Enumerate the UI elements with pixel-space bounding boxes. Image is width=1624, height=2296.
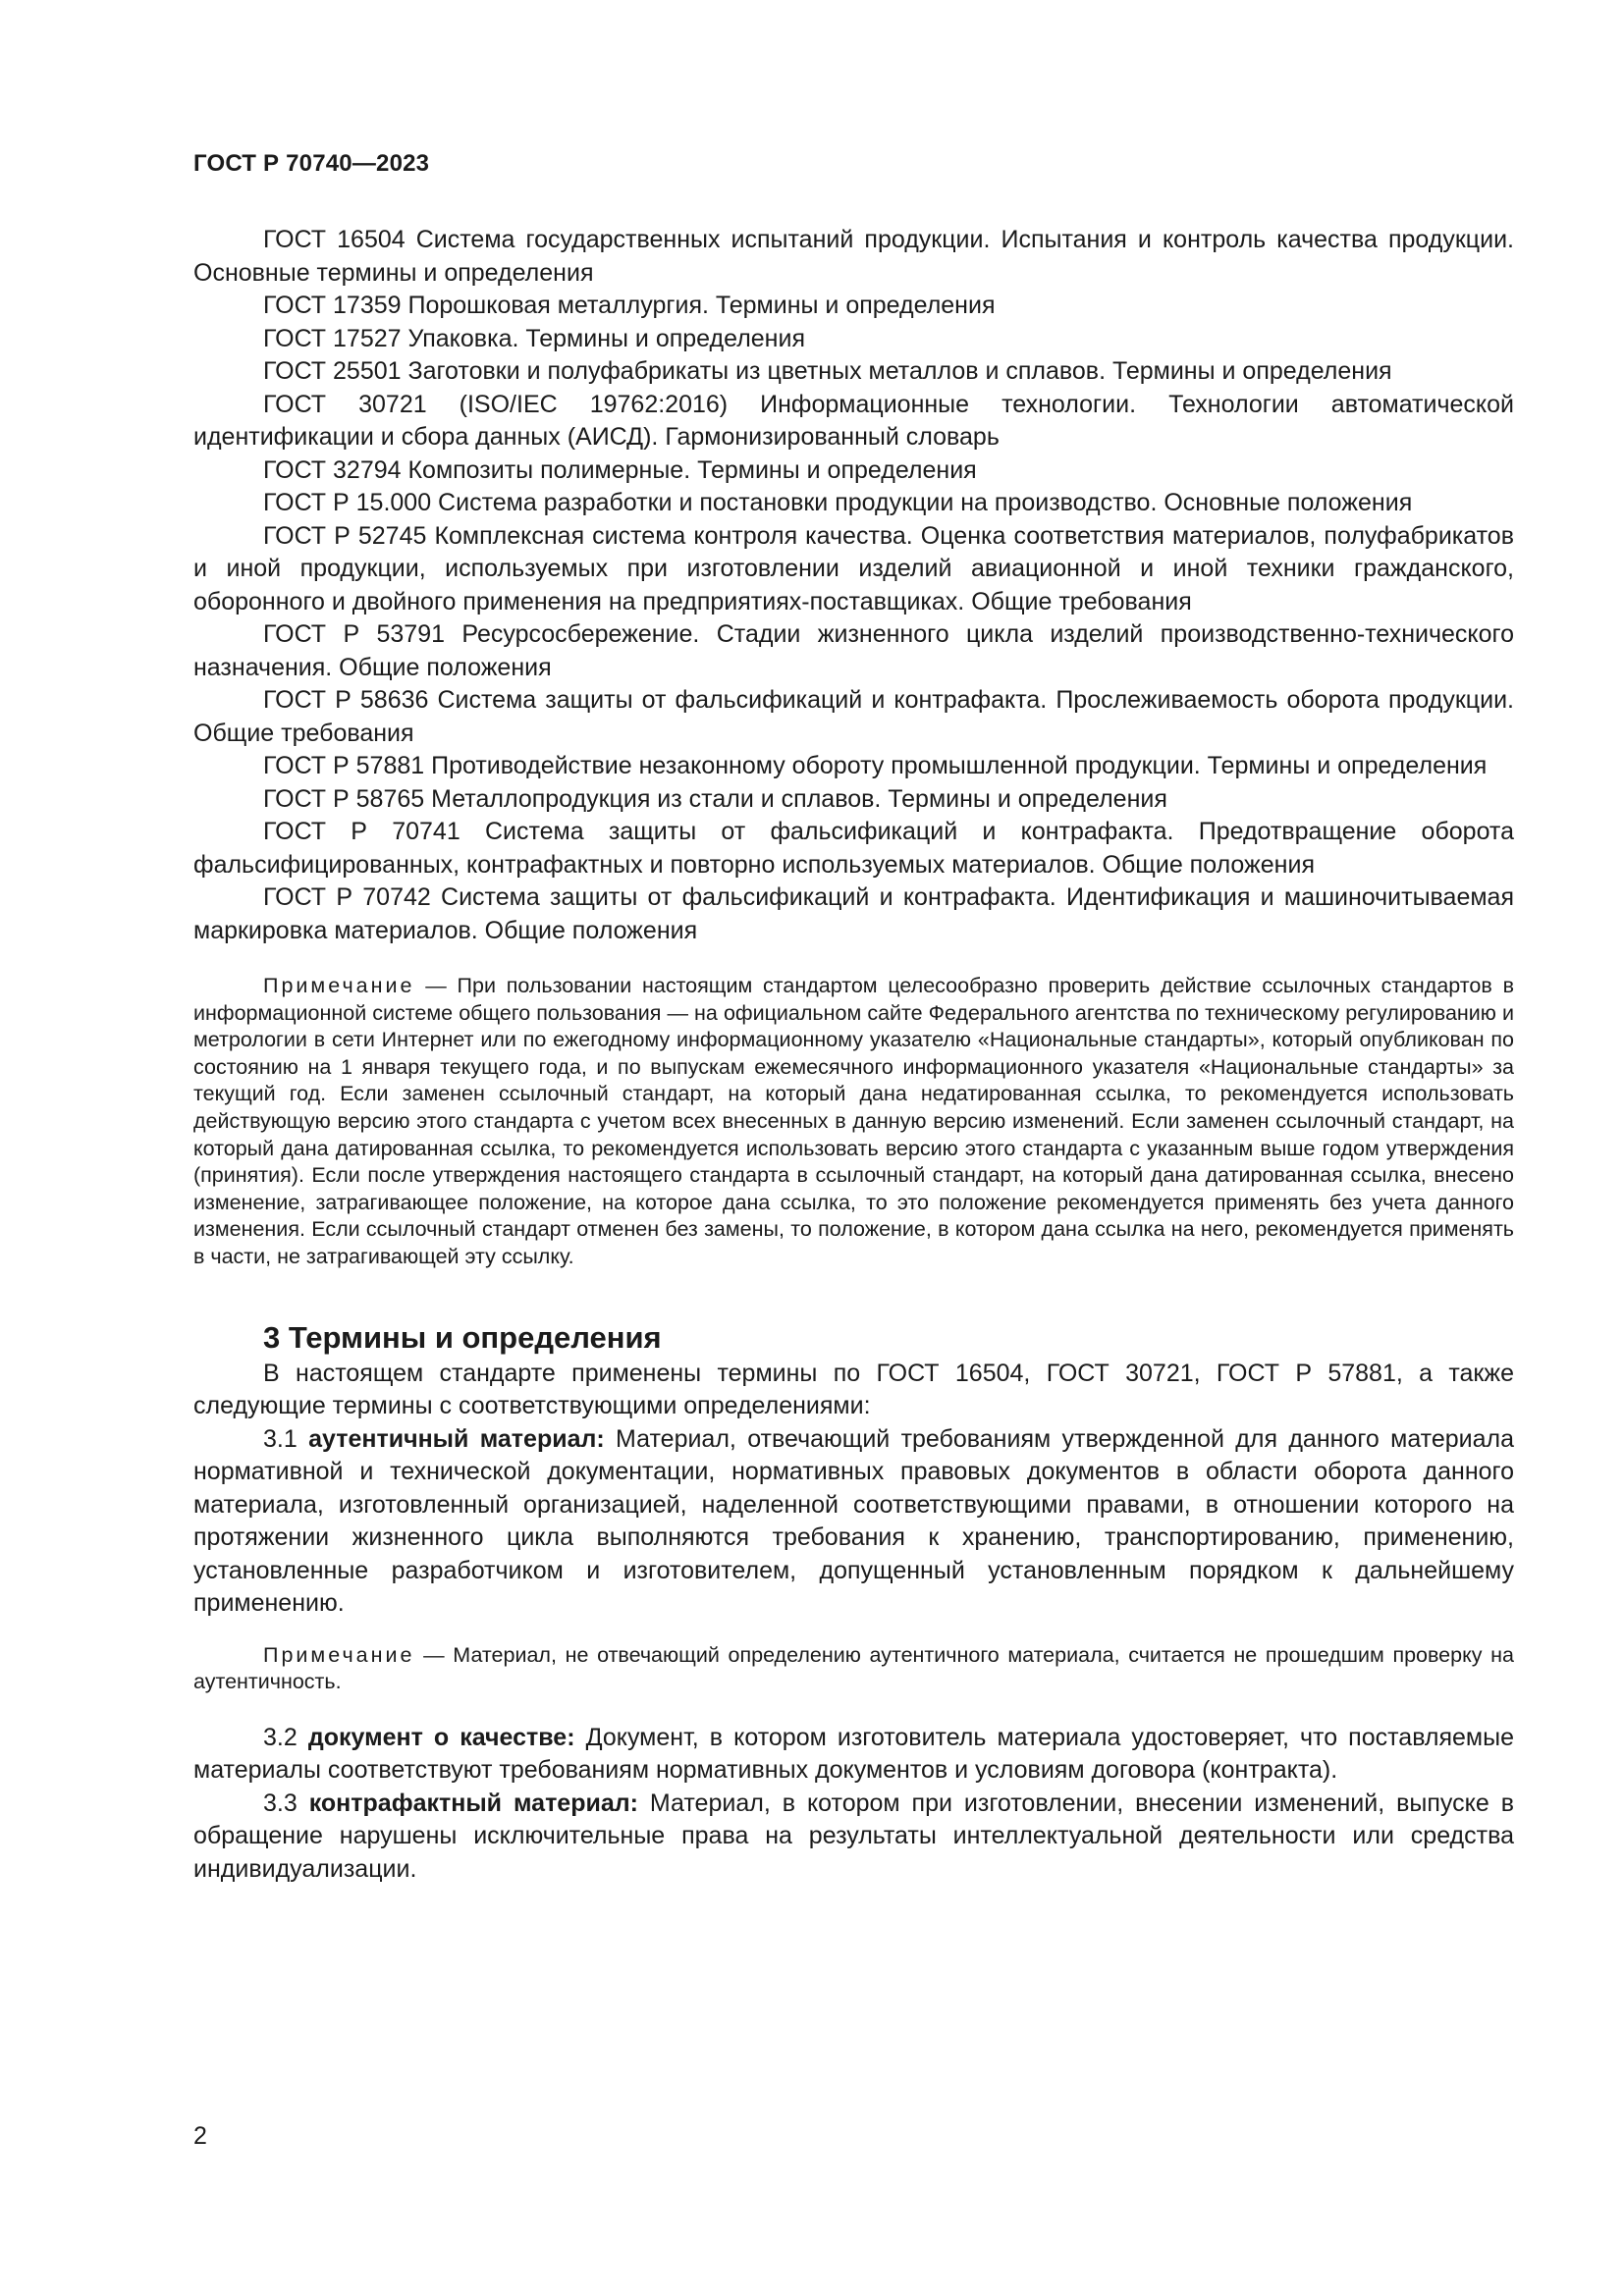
reference-item: ГОСТ Р 70741 Система защиты от фальсификаций и контрафакта. Предотвращение оборота фальсифицированных, контрафактных и повторно используемых материалов. Общие положения xyxy=(193,818,1514,879)
reference-item: ГОСТ 17527 Упаковка. Термины и определения xyxy=(263,324,805,352)
reference-item: ГОСТ Р 15.000 Система разработки и постановки продукции на производство. Основные положения xyxy=(263,489,1413,516)
reference-item: ГОСТ Р 58765 Металлопродукция из стали и сплавов. Термины и определения xyxy=(263,784,1167,813)
reference-item: ГОСТ Р 58636 Система защиты от фальсификаций и контрафакта. Прослеживаемость оборота продукции. Общие требования xyxy=(193,686,1514,747)
term-number: 3.3 xyxy=(263,1789,309,1817)
reference-item: ГОСТ 25501 Заготовки и полуфабрикаты из цветных металлов и сплавов. Термины и определения xyxy=(263,357,1392,385)
term-definition: Материал, отвечающий требованиям утвержденной для данного материала нормативной и технической документации, нормативных правовых документов в области оборота данного материала, изготовленный организацией, наделенной соответствующими правами, в отношении которого на протяжении жизненного цикла выполняются требования к хранению, транспортированию, применению, установленные разработчиком и изготовителем, допущенный установленным порядком к дальнейшему применению. xyxy=(193,1424,1515,1618)
reference-item: ГОСТ Р 70742 Система защиты от фальсификаций и контрафакта. Идентификация и машиночитываемая маркировка материалов. Общие положения xyxy=(193,883,1514,944)
reference-item: ГОСТ Р 53791 Ресурсосбережение. Стадии жизненного цикла изделий производственно-технического назначения. Общие положения xyxy=(193,620,1514,681)
reference-item: ГОСТ Р 52745 Комплексная система контроля качества. Оценка соответствия материалов, полуфабрикатов и иной продукции, используемых при изготовлении изделий авиационной и иной техники гражданского, оборонного и двойного применения на предприятиях-поставщиках. Общие требования xyxy=(193,521,1514,615)
section-intro: В настоящем стандарте применены термины по ГОСТ 16504, ГОСТ 30721, ГОСТ Р 57881, а также следующие термины с соответствующими определениями: xyxy=(193,1359,1514,1420)
term-name: аутентичный материал: xyxy=(308,1424,605,1453)
term-definition: Документ, в котором изготовитель материала удостоверяет, что поставляемые материалы соответствуют требованиям нормативных документов и условиям договора (контракта). xyxy=(193,1723,1514,1785)
term-number: 3.2 xyxy=(263,1723,308,1751)
term-entry xyxy=(193,1423,1514,1621)
term-definition: Материал, в котором при изготовлении, внесении изменений, выпуске в обращение нарушены исключительные права на результаты интеллектуальной деятельности или средства индивидуализации. xyxy=(193,1789,1514,1883)
term-name: контрафактный материал: xyxy=(308,1789,638,1817)
reference-item: ГОСТ 17359 Порошковая металлургия. Термины и определения xyxy=(263,292,996,319)
references-note xyxy=(193,973,1514,1271)
note-label: Примечание xyxy=(263,1642,415,1667)
note-text: — Материал, не отвечающий определению аутентичного материала, считается не прошедшим проверку на аутентичность. xyxy=(193,1642,1514,1694)
page-content xyxy=(193,224,1514,1886)
reference-item: ГОСТ Р 57881 Противодействие незаконному обороту промышленной продукции. Термины и определения xyxy=(263,752,1488,779)
reference-item: ГОСТ 16504 Система государственных испытаний продукции. Испытания и контроль качества продукции. Основные термины и определения xyxy=(193,226,1514,287)
document-header: ГОСТ Р 70740—2023 xyxy=(193,150,430,177)
reference-item: ГОСТ 30721 (ISO/IEC 19762:2016) Информационные технологии. Технологии автоматической идентификации и сбора данных (АИСД). Гармонизированный словарь xyxy=(193,390,1514,451)
term-note xyxy=(193,1642,1514,1696)
section-title: 3 Термины и определения xyxy=(263,1319,662,1355)
note-label: Примечание xyxy=(263,974,415,997)
page-number: 2 xyxy=(193,2122,207,2150)
term-entry xyxy=(193,1722,1514,1788)
term-entry xyxy=(193,1788,1514,1887)
note-text: — При пользовании настоящим стандартом целесообразно проверить действие ссылочных стандартов в информационной системе общего пользования — на официальном сайте Федерального агентства по техническому регулированию и метрологии в сети Интернет или по ежегодному информационному указателю «Национальные стандарты», который опубликован по состоянию на 1 января текущего года, и по выпускам ежемесячного информационного указателя «Национальные стандарты» за текущий год. Если заменен ссылочный стандарт, на который дана недатированная ссылка, то рекомендуется использовать действующую версию этого стандарта с учетом всех внесенных в данную версию изменений. Если заменен ссылочный стандарт, на который дана датированная ссылка, то рекомендуется использовать версию этого стандарта с указанным выше годом утверждения (принятия). Если после утверждения настоящего стандарта в ссылочный стандарт, на который дана датированная ссылка, внесено изменение, затрагивающее положение, на которое дана ссылка, то это положение рекомендуется применять без учета данного изменения. Если ссылочный стандарт отменен без замены, то положение, в котором дана ссылка на него, рекомендуется применять в части, не затрагивающей эту ссылку. xyxy=(193,974,1514,1268)
term-name: документ о качестве: xyxy=(307,1723,575,1751)
reference-item: ГОСТ 32794 Композиты полимерные. Термины и определения xyxy=(263,455,977,484)
term-number: 3.1 xyxy=(263,1424,309,1453)
